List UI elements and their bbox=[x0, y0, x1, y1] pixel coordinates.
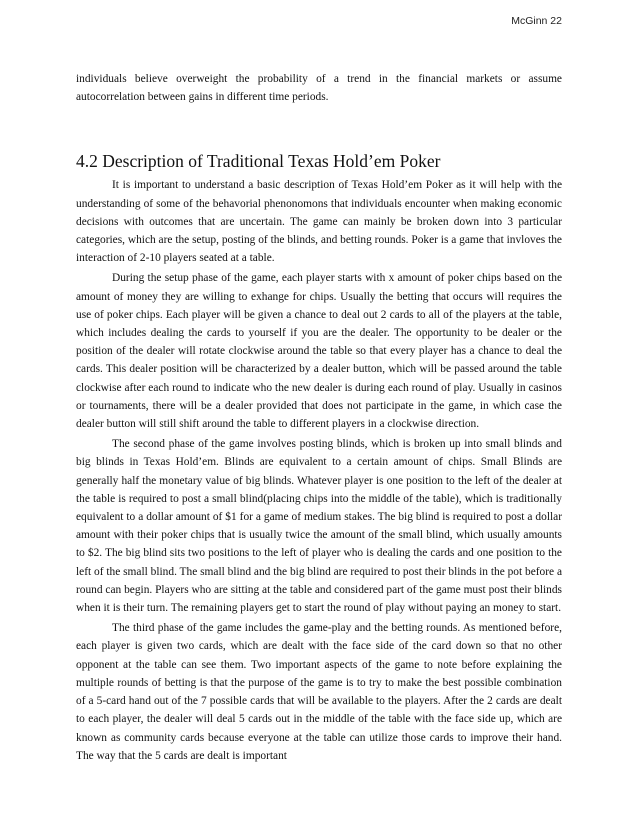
running-head: McGinn 22 bbox=[511, 15, 562, 27]
continued-paragraph: individuals believe overweight the probability of a trend in the financial markets or assume autocorrelation between gains in different time periods. bbox=[76, 73, 562, 104]
paragraph-blinds-phase: The second phase of the game involves posting blinds, which is broken up into small blinds and big blinds in Texas Hold’em. Blinds are equivalent to a certain amount of chips. Small Blinds are generally half the monetary value of big blinds. Whatever player is one position to the left of the dealer at the table is required to post a small blind(placing chips into the middle of the table), which is traditionally equivalent to a dollar amount of $1 for a game of medium stakes. The big blind is required to post a dollar amount with their poker chips that is usually twice the amount of the small blind, which usually amounts to $2. The big blind sits two positions to the left of player who is dealing the cards and one position to the left of the small blind. The small blind and the big blind are required to post their blinds in the pot before a round can begin. Players who are sitting at the table and considered part of the game must post their blinds when it is their turn. The remaining players get to start the round of play without paying an money to start. bbox=[76, 438, 562, 615]
section-heading: 4.2 Description of Traditional Texas Hold’em Poker bbox=[76, 151, 441, 172]
paragraph-betting-phase: The third phase of the game includes the game-play and the betting rounds. As mentioned before, each player is given two cards, which are dealt with the face side of the card down so that no other opponent at the table can see them. Two important aspects of the game to note before explaining the multiple rounds of betting is that the purpose of the game is to try to make the best possible combination of a 5-card hand out of the 7 possible cards that will be available to the players. After the 2 cards are dealt to each player, the dealer will deal 5 cards out in the middle of the table with the face side up, which are known as community cards because everyone at the table can utilize those cards to improve their hand. The way that the 5 cards are dealt is important bbox=[76, 622, 562, 762]
paragraph-setup-phase: During the setup phase of the game, each player starts with x amount of poker chips based on the amount of money they are willing to exhange for chips. Usually the betting that occurs will requires the use of poker chips. Each player will be given a chance to deal out 2 cards to all of the players at the table, which includes dealing the cards to yourself if you are the dealer. The opportunity to be dealer or the position of the dealer will rotate clockwise around the table so that every player has a chance to deal the cards. This dealer position will be characterized by a dealer button, which will be passed around the table clockwise after each round to indicate who the new dealer is during each round of play. Usually in casinos or tournaments, there will be a dealer provided that does not participate in the game, in which case the dealer button will still shift around the table to different players in a clockwise direction. bbox=[76, 272, 562, 431]
page-body bbox=[76, 70, 562, 765]
paragraph-intro: It is important to understand a basic description of Texas Hold’em Poker as it will help with the understanding of some of the behavorial phenonomons that individuals encounter when making economic decisions with outcomes that are uncertain. The game can mainly be broken down into 3 particular categories, which are the setup, posting of the blinds, and betting rounds. Poker is a game that invloves the interaction of 2-10 players seated at a table. bbox=[76, 179, 562, 265]
